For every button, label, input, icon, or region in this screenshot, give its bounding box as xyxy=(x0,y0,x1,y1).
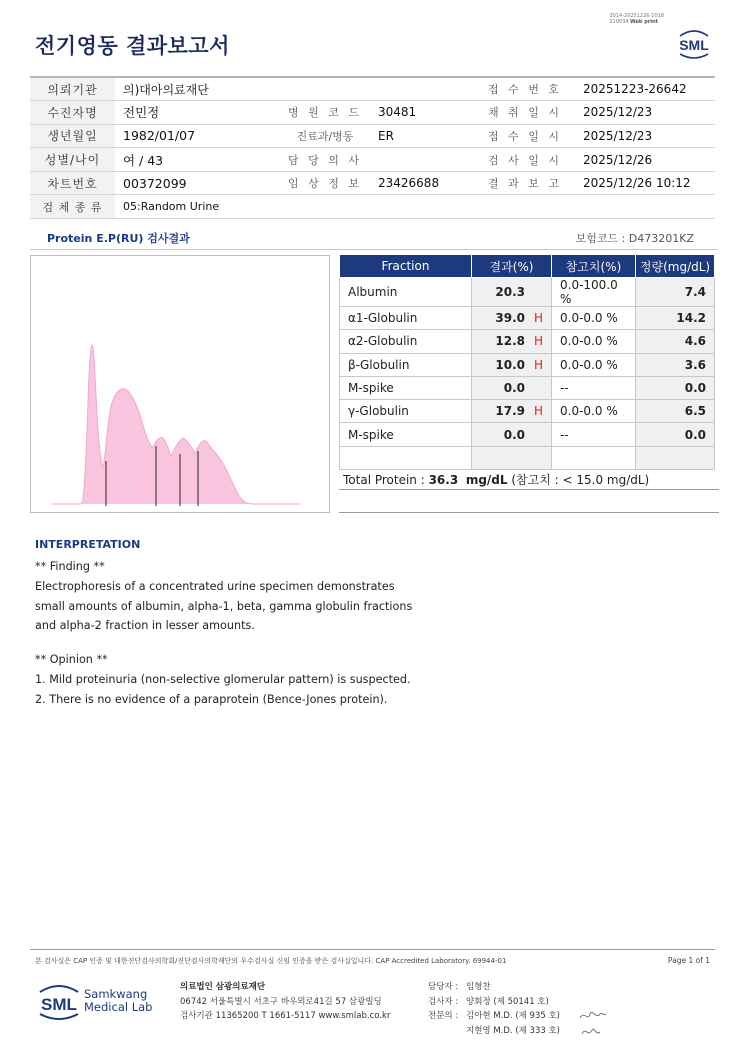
interpretation-text xyxy=(35,557,412,710)
sml-footer-logo-text: SML xyxy=(41,995,77,1014)
table-row xyxy=(340,307,715,330)
info-label: 차트번호 xyxy=(30,171,115,195)
info-value: 2025/12/23 xyxy=(575,124,715,148)
reference-range: -- xyxy=(552,423,636,446)
info-label: 임 상 정 보 xyxy=(280,171,370,195)
col-header-result: 결과(%) xyxy=(472,255,552,278)
info-value: 30481 xyxy=(370,101,475,125)
table-row xyxy=(340,376,715,399)
accreditation-note: 본 검사실은 CAP 인증 및 대한진단검사의학회/진단검사의학재단의 우수검사실 신임 인증을 받은 검사실입니다. CAP Accredited Laboratory. 69944-01 xyxy=(35,957,507,965)
fraction-name: γ-Globulin xyxy=(340,400,472,423)
table-row xyxy=(340,353,715,376)
chart-number: 00372099 xyxy=(115,171,280,195)
address-line: 06742 서울특별시 서초구 바우뫼로41길 57 삼광빌딩 xyxy=(180,996,382,1007)
info-label: 진료과/병동 xyxy=(280,124,370,148)
footer-divider xyxy=(30,949,715,950)
patient-name: 전민정 xyxy=(115,101,280,125)
result-value: 20.3 xyxy=(495,285,525,299)
reference-range: 0.0-0.0 % xyxy=(552,330,636,353)
web-print-label: Web print xyxy=(630,19,658,25)
staff-name: 김아현 M.D. (제 935 호) xyxy=(466,1011,561,1021)
result-value: 0.0 xyxy=(503,427,525,442)
staff-name: 양회정 (제 50141 호) xyxy=(466,996,549,1007)
result-value: 39.0 xyxy=(495,311,525,326)
fraction-name: α1-Globulin xyxy=(340,307,472,330)
reference-range: -- xyxy=(552,376,636,399)
signature-image xyxy=(578,1008,608,1044)
quantity-value: 4.6 xyxy=(636,330,715,353)
sex-age: 여 / 43 xyxy=(115,148,280,172)
total-protein-reference: (참고치 : < 15.0 mg/dL) xyxy=(511,473,650,487)
result-flag: H xyxy=(533,334,543,349)
fraction-name: Albumin xyxy=(340,278,472,307)
finding-line: Electrophoresis of a concentrated urine specimen demonstrates xyxy=(35,579,395,593)
reference-range: 0.0-0.0 % xyxy=(552,353,636,376)
report-meta-id: 3014-20251226-1018 xyxy=(609,13,664,19)
info-label: 수진자명 xyxy=(30,101,115,125)
quantity-value: 7.4 xyxy=(636,278,715,307)
divider xyxy=(339,489,719,490)
table-row xyxy=(340,400,715,423)
electrophoresis-graph xyxy=(30,255,330,513)
total-protein-value: 36.3 xyxy=(428,473,459,487)
sml-logo-text: SML xyxy=(679,37,709,53)
info-label: 검 사 일 시 xyxy=(475,148,575,172)
staff-list xyxy=(428,980,560,1038)
info-value xyxy=(370,148,475,172)
contact-line: 검사기관 11365200 T 1661-5117 www.smlab.co.kr xyxy=(180,1011,391,1021)
info-label: 채 취 일 시 xyxy=(475,101,575,125)
sml-footer-logo xyxy=(36,982,82,1026)
quantity-value: 6.5 xyxy=(636,400,715,423)
organization-name: 의료법인 삼광의료재단 xyxy=(180,982,266,992)
brand-name xyxy=(84,988,152,1014)
divider xyxy=(339,512,719,513)
opinion-line: 2. There is no evidence of a paraprotein (Bence-Jones protein). xyxy=(35,692,388,706)
specimen-type: 05:Random Urine xyxy=(115,195,715,219)
quantity-value: 0.0 xyxy=(636,423,715,446)
staff-role: 담당자 : xyxy=(428,982,459,992)
info-value: 의)대아의료재단 xyxy=(115,77,475,101)
info-value: 23426688 xyxy=(370,171,475,195)
fraction-name: M-spike xyxy=(340,376,472,399)
sml-logo xyxy=(674,28,714,64)
organization-address xyxy=(180,980,390,1024)
fraction-name: M-spike xyxy=(340,423,472,446)
section-divider xyxy=(30,249,718,250)
result-value: 0.0 xyxy=(503,381,525,396)
fraction-name: α2-Globulin xyxy=(340,330,472,353)
table-row xyxy=(340,423,715,446)
col-header-fraction: Fraction xyxy=(340,255,472,278)
finding-line: and alpha-2 fraction in lesser amounts. xyxy=(35,619,255,633)
info-label: 병 원 코 드 xyxy=(280,101,370,125)
reference-range: 0.0-100.0 % xyxy=(552,278,636,307)
total-protein-unit: mg/dL xyxy=(465,473,508,487)
col-header-quantity: 정량(mg/dL) xyxy=(636,255,715,278)
report-meta-code: 210034 xyxy=(609,19,629,25)
results-table xyxy=(339,254,715,470)
opinion-line: 1. Mild proteinuria (non-selective glomerular pattern) is suspected. xyxy=(35,672,411,686)
section-title: Protein E.P(RU) 검사결과 xyxy=(47,232,190,245)
fraction-name: β-Globulin xyxy=(340,353,472,376)
total-protein xyxy=(343,471,649,488)
table-row xyxy=(340,330,715,353)
interpretation-title: INTERPRETATION xyxy=(35,538,141,551)
page-title: 전기영동 결과보고서 xyxy=(35,34,230,58)
result-value: 12.8 xyxy=(495,334,525,349)
reference-range: 0.0-0.0 % xyxy=(552,400,636,423)
info-label: 의뢰기관 xyxy=(30,77,115,101)
finding-line: small amounts of albumin, alpha-1, beta, gamma globulin fractions xyxy=(35,599,413,613)
quantity-value: 14.2 xyxy=(636,307,715,330)
info-label: 생년월일 xyxy=(30,124,115,148)
total-protein-label: Total Protein : xyxy=(343,473,429,487)
info-value: 20251223-26642 xyxy=(575,77,715,101)
quantity-value: 0.0 xyxy=(636,376,715,399)
staff-role: 검사자 : xyxy=(428,996,459,1007)
info-label: 결 과 보 고 xyxy=(475,171,575,195)
result-flag: H xyxy=(533,311,543,326)
table-row-empty xyxy=(340,446,715,469)
report-meta xyxy=(609,13,664,25)
info-label: 접 수 번 호 xyxy=(475,77,575,101)
info-label: 담 당 의 사 xyxy=(280,148,370,172)
result-value: 17.9 xyxy=(495,404,525,419)
page-number: Page 1 of 1 xyxy=(667,956,710,965)
info-label: 검 체 종 류 xyxy=(30,195,115,219)
col-header-reference: 참고치(%) xyxy=(552,255,636,278)
reference-range: 0.0-0.0 % xyxy=(552,307,636,330)
staff-name: 임형찬 xyxy=(466,982,491,992)
finding-label: ** Finding ** xyxy=(35,560,105,573)
info-label: 접 수 일 시 xyxy=(475,124,575,148)
birth-date: 1982/01/07 xyxy=(115,124,280,148)
result-flag: H xyxy=(533,404,543,419)
electrophoresis-curve xyxy=(51,345,301,504)
info-value: ER xyxy=(370,124,475,148)
info-label: 성별/나이 xyxy=(30,148,115,172)
insurance-code: 보험코드 : D473201KZ xyxy=(575,232,694,245)
patient-info-table xyxy=(30,76,715,219)
table-row xyxy=(340,278,715,307)
staff-name: 지현영 M.D. (제 333 호) xyxy=(466,1025,561,1036)
brand-line1: Samkwang xyxy=(84,987,148,1001)
result-flag: H xyxy=(533,357,543,372)
quantity-value: 3.6 xyxy=(636,353,715,376)
info-value: 2025/12/26 xyxy=(575,148,715,172)
info-value: 2025/12/26 10:12 xyxy=(575,171,715,195)
brand-line2: Medical Lab xyxy=(84,1000,153,1014)
info-value: 2025/12/23 xyxy=(575,101,715,125)
result-value: 10.0 xyxy=(495,357,525,372)
staff-role: 전문의 : xyxy=(428,1011,459,1021)
staff-role xyxy=(428,1024,466,1039)
opinion-label: ** Opinion ** xyxy=(35,653,108,667)
